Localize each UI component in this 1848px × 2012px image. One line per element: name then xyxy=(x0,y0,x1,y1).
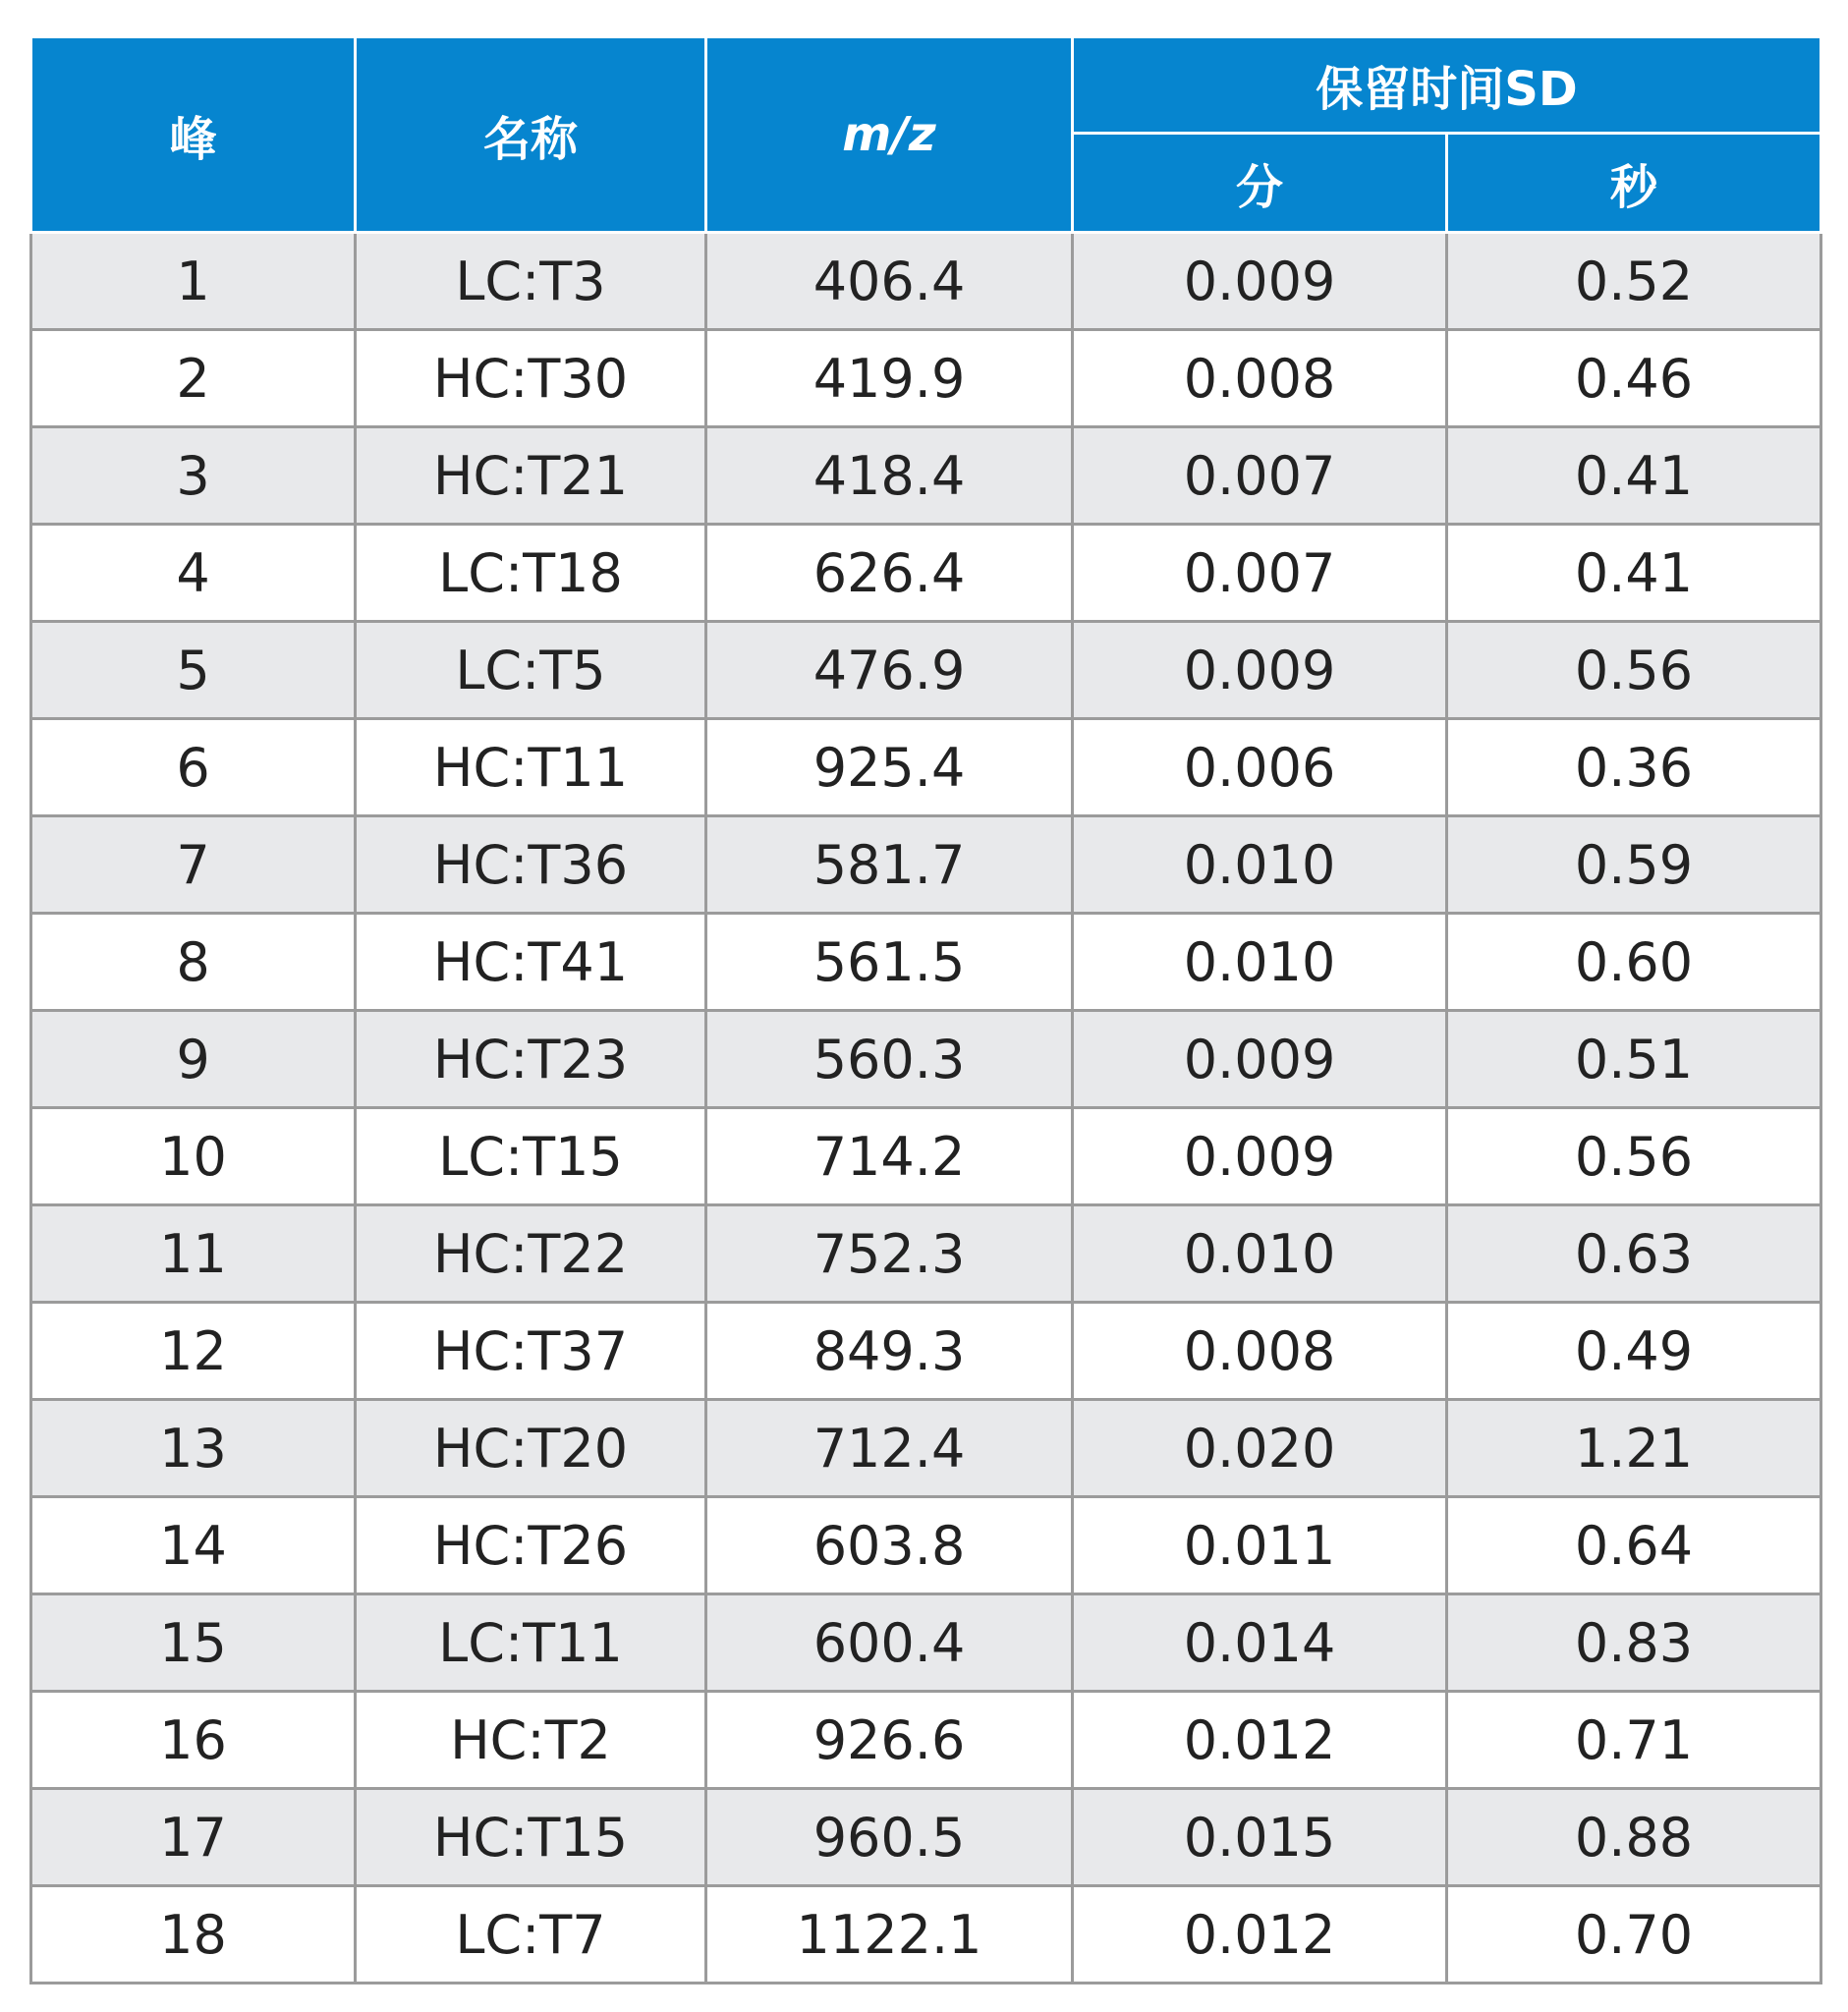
cell-mz: 561.5 xyxy=(706,914,1073,1011)
table-row xyxy=(31,1011,1821,1108)
cell-seconds: 0.70 xyxy=(1447,1886,1821,1984)
cell-seconds: 0.41 xyxy=(1447,525,1821,622)
cell-mz: 960.5 xyxy=(706,1789,1073,1886)
table-row xyxy=(31,622,1821,719)
cell-seconds: 0.41 xyxy=(1447,427,1821,525)
cell-name: HC:T21 xyxy=(356,427,706,525)
cell-minutes: 0.007 xyxy=(1073,525,1447,622)
table-row xyxy=(31,719,1821,816)
cell-peak: 1 xyxy=(31,233,356,330)
cell-mz: 752.3 xyxy=(706,1205,1073,1303)
cell-minutes: 0.008 xyxy=(1073,330,1447,427)
cell-peak: 14 xyxy=(31,1497,356,1594)
cell-name: HC:T36 xyxy=(356,816,706,914)
table-row xyxy=(31,1108,1821,1205)
cell-seconds: 0.49 xyxy=(1447,1303,1821,1400)
table-row xyxy=(31,233,1821,330)
table-row xyxy=(31,1303,1821,1400)
cell-name: HC:T2 xyxy=(356,1692,706,1789)
cell-name: LC:T5 xyxy=(356,622,706,719)
cell-name: LC:T15 xyxy=(356,1108,706,1205)
cell-peak: 17 xyxy=(31,1789,356,1886)
table-row xyxy=(31,816,1821,914)
header-retention-time-sd: 保留时间SD xyxy=(1073,37,1821,134)
cell-mz: 476.9 xyxy=(706,622,1073,719)
cell-minutes: 0.006 xyxy=(1073,719,1447,816)
cell-seconds: 0.59 xyxy=(1447,816,1821,914)
cell-peak: 5 xyxy=(31,622,356,719)
cell-name: HC:T11 xyxy=(356,719,706,816)
table-row xyxy=(31,1594,1821,1692)
cell-name: HC:T30 xyxy=(356,330,706,427)
cell-minutes: 0.010 xyxy=(1073,1205,1447,1303)
cell-minutes: 0.009 xyxy=(1073,1108,1447,1205)
cell-mz: 603.8 xyxy=(706,1497,1073,1594)
cell-seconds: 1.21 xyxy=(1447,1400,1821,1497)
cell-peak: 11 xyxy=(31,1205,356,1303)
cell-peak: 7 xyxy=(31,816,356,914)
header-mz: m/z xyxy=(706,37,1073,233)
cell-peak: 9 xyxy=(31,1011,356,1108)
cell-seconds: 0.88 xyxy=(1447,1789,1821,1886)
cell-seconds: 0.83 xyxy=(1447,1594,1821,1692)
cell-mz: 419.9 xyxy=(706,330,1073,427)
cell-minutes: 0.012 xyxy=(1073,1886,1447,1984)
cell-peak: 15 xyxy=(31,1594,356,1692)
cell-minutes: 0.015 xyxy=(1073,1789,1447,1886)
cell-name: HC:T23 xyxy=(356,1011,706,1108)
header-minutes: 分 xyxy=(1073,134,1447,233)
cell-minutes: 0.009 xyxy=(1073,1011,1447,1108)
cell-mz: 1122.1 xyxy=(706,1886,1073,1984)
retention-time-table xyxy=(29,35,1822,1984)
cell-seconds: 0.36 xyxy=(1447,719,1821,816)
table-row xyxy=(31,525,1821,622)
cell-name: LC:T7 xyxy=(356,1886,706,1984)
cell-seconds: 0.71 xyxy=(1447,1692,1821,1789)
header-seconds: 秒 xyxy=(1447,134,1821,233)
cell-seconds: 0.46 xyxy=(1447,330,1821,427)
header-peak: 峰 xyxy=(31,37,356,233)
header-name: 名称 xyxy=(356,37,706,233)
table-row xyxy=(31,1400,1821,1497)
cell-peak: 3 xyxy=(31,427,356,525)
cell-peak: 16 xyxy=(31,1692,356,1789)
table-row xyxy=(31,330,1821,427)
cell-mz: 712.4 xyxy=(706,1400,1073,1497)
cell-seconds: 0.56 xyxy=(1447,1108,1821,1205)
table-header xyxy=(31,37,1821,233)
cell-seconds: 0.64 xyxy=(1447,1497,1821,1594)
cell-name: HC:T26 xyxy=(356,1497,706,1594)
cell-seconds: 0.60 xyxy=(1447,914,1821,1011)
cell-peak: 2 xyxy=(31,330,356,427)
table-row xyxy=(31,1789,1821,1886)
cell-name: HC:T41 xyxy=(356,914,706,1011)
table-row xyxy=(31,1497,1821,1594)
table-body xyxy=(31,233,1821,1984)
cell-seconds: 0.56 xyxy=(1447,622,1821,719)
cell-peak: 10 xyxy=(31,1108,356,1205)
cell-seconds: 0.52 xyxy=(1447,233,1821,330)
table-row xyxy=(31,1692,1821,1789)
cell-mz: 560.3 xyxy=(706,1011,1073,1108)
cell-name: HC:T22 xyxy=(356,1205,706,1303)
cell-minutes: 0.009 xyxy=(1073,622,1447,719)
cell-seconds: 0.51 xyxy=(1447,1011,1821,1108)
cell-peak: 4 xyxy=(31,525,356,622)
table-row xyxy=(31,914,1821,1011)
cell-minutes: 0.010 xyxy=(1073,914,1447,1011)
table-row xyxy=(31,1886,1821,1984)
cell-name: HC:T20 xyxy=(356,1400,706,1497)
cell-name: LC:T18 xyxy=(356,525,706,622)
cell-name: LC:T3 xyxy=(356,233,706,330)
cell-minutes: 0.009 xyxy=(1073,233,1447,330)
cell-minutes: 0.020 xyxy=(1073,1400,1447,1497)
cell-peak: 6 xyxy=(31,719,356,816)
cell-minutes: 0.010 xyxy=(1073,816,1447,914)
cell-mz: 406.4 xyxy=(706,233,1073,330)
cell-mz: 849.3 xyxy=(706,1303,1073,1400)
cell-mz: 926.6 xyxy=(706,1692,1073,1789)
cell-minutes: 0.007 xyxy=(1073,427,1447,525)
cell-minutes: 0.011 xyxy=(1073,1497,1447,1594)
cell-mz: 418.4 xyxy=(706,427,1073,525)
cell-name: HC:T37 xyxy=(356,1303,706,1400)
cell-name: LC:T11 xyxy=(356,1594,706,1692)
cell-mz: 600.4 xyxy=(706,1594,1073,1692)
cell-peak: 12 xyxy=(31,1303,356,1400)
cell-mz: 581.7 xyxy=(706,816,1073,914)
cell-peak: 18 xyxy=(31,1886,356,1984)
cell-mz: 925.4 xyxy=(706,719,1073,816)
cell-peak: 13 xyxy=(31,1400,356,1497)
cell-minutes: 0.014 xyxy=(1073,1594,1447,1692)
cell-name: HC:T15 xyxy=(356,1789,706,1886)
cell-minutes: 0.012 xyxy=(1073,1692,1447,1789)
table-row xyxy=(31,1205,1821,1303)
cell-peak: 8 xyxy=(31,914,356,1011)
table-row xyxy=(31,427,1821,525)
cell-mz: 714.2 xyxy=(706,1108,1073,1205)
cell-mz: 626.4 xyxy=(706,525,1073,622)
cell-seconds: 0.63 xyxy=(1447,1205,1821,1303)
cell-minutes: 0.008 xyxy=(1073,1303,1447,1400)
